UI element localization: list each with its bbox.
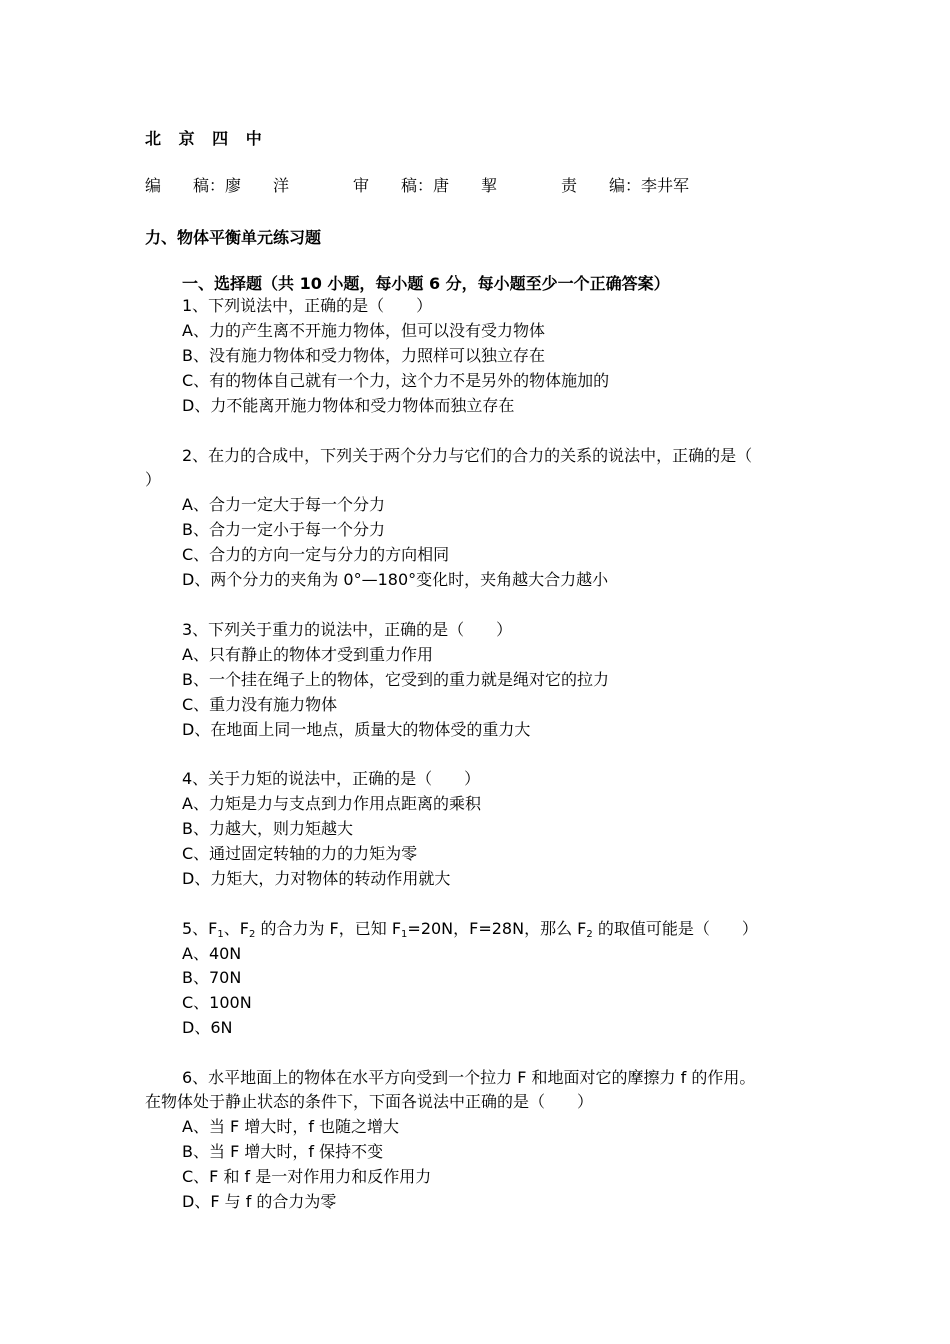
question-3-option-b: B、一个挂在绳子上的物体，它受到的重力就是绳对它的拉力 bbox=[182, 670, 609, 689]
question-2-option-d: D、两个分力的夹角为 0°—180°变化时，夹角越大合力越小 bbox=[182, 570, 609, 589]
school-name: 北 京 四 中 bbox=[145, 129, 268, 148]
question-2-stem-continued: ） bbox=[145, 470, 162, 489]
question-1-option-d: D、力不能离开施力物体和受力物体而独立存在 bbox=[182, 396, 515, 415]
question-2-stem: 2、在力的合成中，下列关于两个分力与它们的合力的关系的说法中，正确的是（ bbox=[182, 446, 753, 465]
question-6-option-b: B、当 F 增大时，f 保持不变 bbox=[182, 1142, 384, 1161]
question-4-option-b: B、力越大，则力矩越大 bbox=[182, 819, 353, 838]
question-5-option-a: A、40N bbox=[182, 944, 242, 963]
question-4-option-a: A、力矩是力与支点到力作用点距离的乘积 bbox=[182, 794, 481, 813]
question-4-option-d: D、力矩大，力对物体的转动作用就大 bbox=[182, 869, 451, 888]
question-3-option-d: D、在地面上同一地点，质量大的物体受的重力大 bbox=[182, 720, 531, 739]
question-2-option-b: B、合力一定小于每一个分力 bbox=[182, 520, 385, 539]
credits-line: 编 稿：廖 洋 审 稿：唐 挈 责 编：李井军 bbox=[145, 176, 690, 195]
question-6-option-c: C、F 和 f 是一对作用力和反作用力 bbox=[182, 1167, 432, 1186]
question-5-stem: 5、$F_1$、$F_2$ 的合力为 F，已知 $F_1=20N$，F=28N，那么 $F_2$ 的取值可能是（ ） bbox=[182, 919, 758, 940]
question-2-option-c: C、合力的方向一定与分力的方向相同 bbox=[182, 545, 450, 564]
question-1-stem: 1、下列说法中，正确的是（ ） bbox=[182, 296, 433, 315]
question-6-option-d: D、F 与 f 的合力为零 bbox=[182, 1192, 337, 1211]
question-5-option-d: D、6N bbox=[182, 1018, 233, 1037]
question-3-stem: 3、下列关于重力的说法中，正确的是（ ） bbox=[182, 620, 513, 639]
document-title: 力、物体平衡单元练习题 bbox=[145, 228, 322, 247]
question-6-stem-continued: 在物体处于静止状态的条件下，下面各说法中正确的是（ ） bbox=[145, 1092, 594, 1111]
question-4-stem: 4、关于力矩的说法中，正确的是（ ） bbox=[182, 769, 481, 788]
question-4-option-c: C、通过固定转轴的力的力矩为零 bbox=[182, 844, 418, 863]
question-5-option-b: B、70N bbox=[182, 968, 242, 987]
question-2-option-a: A、合力一定大于每一个分力 bbox=[182, 495, 385, 514]
question-1-option-a: A、力的产生离不开施力物体，但可以没有受力物体 bbox=[182, 321, 545, 340]
question-3-option-c: C、重力没有施力物体 bbox=[182, 695, 338, 714]
section-heading: 一、选择题（共 10 小题，每小题 6 分，每小题至少一个正确答案） bbox=[182, 274, 670, 293]
question-5-option-c: C、100N bbox=[182, 993, 252, 1012]
question-1-option-c: C、有的物体自己就有一个力，这个力不是另外的物体施加的 bbox=[182, 371, 610, 390]
question-1-option-b: B、没有施力物体和受力物体，力照样可以独立存在 bbox=[182, 346, 545, 365]
question-3-option-a: A、只有静止的物体才受到重力作用 bbox=[182, 645, 433, 664]
question-6-stem: 6、水平地面上的物体在水平方向受到一个拉力 F 和地面对它的摩擦力 f 的作用。 bbox=[182, 1068, 756, 1087]
question-6-option-a: A、当 F 增大时，f 也随之增大 bbox=[182, 1117, 400, 1136]
